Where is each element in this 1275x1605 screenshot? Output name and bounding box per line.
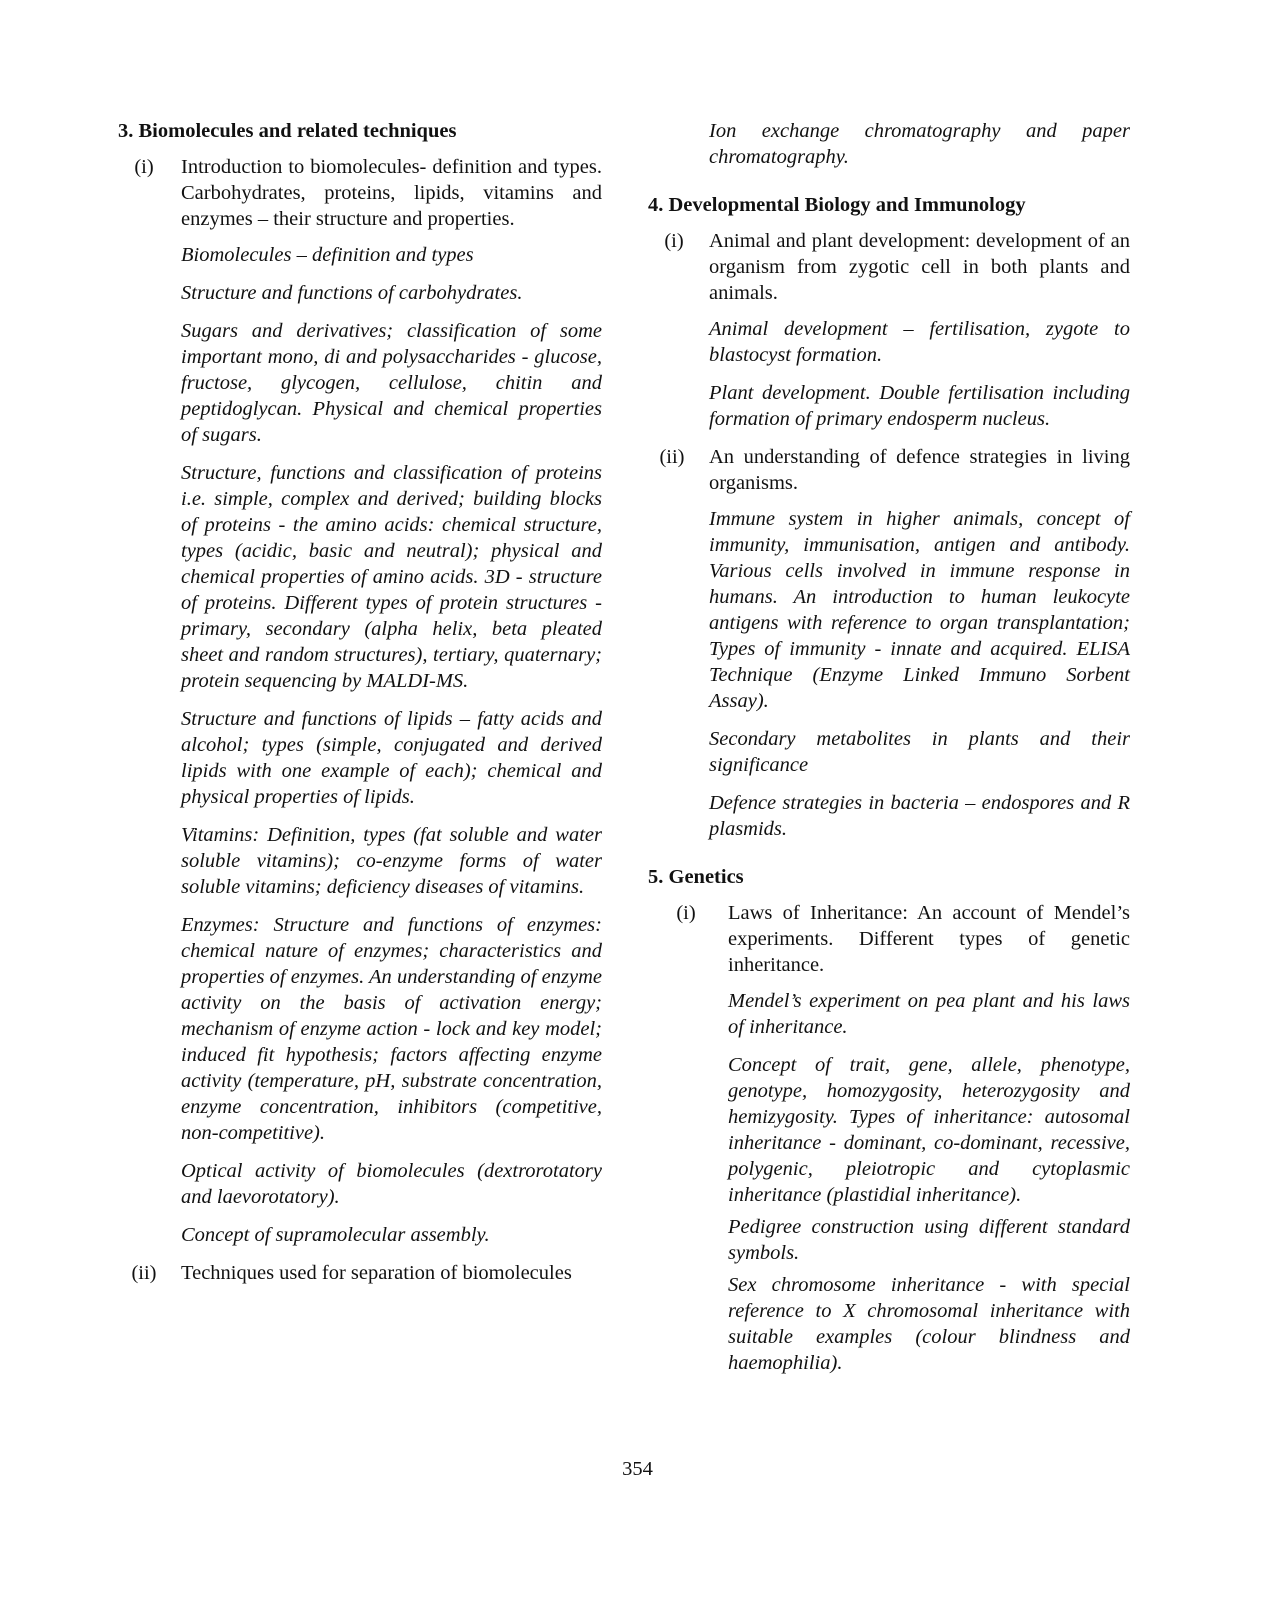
- detail-paragraph: Optical activity of biomolecules (dextrorotatory and laevorotatory).: [181, 1160, 602, 1208]
- detail-paragraph: Enzymes: Structure and functions of enzymes: chemical nature of enzymes; characteristics and properties of enzymes. An understanding of enzyme activity on the basis of activation energy; mechanism of enzyme action - lock and key model; induced fit hypothesis; factors affecting enzyme activity (temperature, pH, substrate concentration, enzyme concentration, inhibitors (competitive, non-competitive).: [181, 914, 602, 1144]
- detail-paragraph: Pedigree construction using different standard symbols.: [728, 1216, 1130, 1264]
- detail-paragraph: Structure and functions of lipids – fatty acids and alcohol; types (simple, conjugated and derived lipids with one example of each); chemical and physical properties of lipids.: [181, 708, 602, 808]
- section-3-item-ii: [118, 1260, 602, 1286]
- section-4-title: 4. Developmental Biology and Immunology: [648, 194, 1026, 216]
- section-4-item-ii-details: [709, 506, 1130, 842]
- item-number: (ii): [131, 1262, 157, 1284]
- left-column: [118, 118, 602, 1296]
- detail-paragraph: Plant development. Double fertilisation including formation of primary endosperm nucleus.: [709, 382, 1130, 430]
- item-text: An understanding of defence strategies in living organisms.: [709, 446, 1130, 494]
- detail-paragraph: Concept of trait, gene, allele, phenotype, genotype, homozygosity, heterozygosity and hemizygosity. Types of inheritance: autosomal inheritance - dominant, co-dominant, recessive, polygenic, pleiotropic and cytoplasmic inheritance (plastidial inheritance).: [728, 1054, 1130, 1206]
- carry-over-paragraph: Ion exchange chromatography and paper chromatography.: [709, 120, 1130, 168]
- page-number: 354: [622, 1458, 653, 1480]
- detail-paragraph: Immune system in higher animals, concept of immunity, immunisation, antigen and antibody. Various cells involved in immune response in humans. An introduction to human leukocyte antigens with reference to organ transplantation; Types of immunity - innate and acquired. ELISA Technique (Enzyme Linked Immuno Sorbent Assay).: [709, 508, 1130, 712]
- detail-paragraph: Defence strategies in bacteria – endospores and R plasmids.: [709, 792, 1130, 840]
- item-text: Introduction to biomolecules- definition and types. Carbohydrates, proteins, lipids, vitamins and enzymes – their structure and properties.: [181, 156, 602, 230]
- detail-paragraph: Biomolecules – definition and types: [181, 244, 474, 266]
- detail-paragraph: Mendel’s experiment on pea plant and his laws of inheritance.: [728, 990, 1130, 1038]
- detail-paragraph: Concept of supramolecular assembly.: [181, 1224, 490, 1246]
- detail-paragraph: Secondary metabolites in plants and their significance: [709, 728, 1130, 776]
- section-4-item-i: [648, 228, 1130, 306]
- section-3-title: 3. Biomolecules and related techniques: [118, 120, 457, 142]
- section-5-item-i-details: [728, 988, 1130, 1376]
- detail-paragraph: Sugars and derivatives; classification of some important mono, di and polysaccharides - glucose, fructose, glycogen, cellulose, chitin and peptidoglycan. Physical and chemical properties of sugars.: [181, 320, 602, 446]
- section-4-item-ii: [648, 444, 1130, 496]
- detail-paragraph: Vitamins: Definition, types (fat soluble and water soluble vitamins); co-enzyme forms of water soluble vitamins; deficiency diseases of vitamins.: [181, 824, 602, 898]
- detail-paragraph: Sex chromosome inheritance - with special reference to X chromosomal inheritance with suitable examples (colour blindness and haemophilia).: [728, 1274, 1130, 1374]
- right-column: [648, 118, 1130, 1388]
- item-text: Laws of Inheritance: An account of Mendel’s experiments. Different types of genetic inheritance.: [728, 902, 1130, 976]
- detail-paragraph: Structure and functions of carbohydrates.: [181, 282, 523, 304]
- item-text: Animal and plant development: development of an organism from zygotic cell in both plants and animals.: [709, 230, 1130, 304]
- section-4-item-i-details: [709, 316, 1130, 432]
- section-5-item-i: [648, 900, 1130, 978]
- item-number: (i): [134, 156, 154, 178]
- item-number: (i): [676, 902, 696, 924]
- detail-paragraph: Structure, functions and classification of proteins i.e. simple, complex and derived; building blocks of proteins - the amino acids: chemical structure, types (acidic, basic and neutral); physical and chemical properties of amino acids. 3D - structure of proteins. Different types of protein structures - primary, secondary (alpha helix, beta pleated sheet and random structures), tertiary, quaternary; protein sequencing by MALDI-MS.: [181, 462, 602, 692]
- section-3-item-i-details: [181, 242, 602, 1248]
- detail-paragraph: Animal development – fertilisation, zygote to blastocyst formation.: [709, 318, 1130, 366]
- section-3-item-i: [118, 154, 602, 232]
- item-number: (ii): [659, 446, 685, 468]
- section-5-title: 5. Genetics: [648, 866, 744, 888]
- item-number: (i): [664, 230, 684, 252]
- item-text: Techniques used for separation of biomolecules: [181, 1262, 572, 1284]
